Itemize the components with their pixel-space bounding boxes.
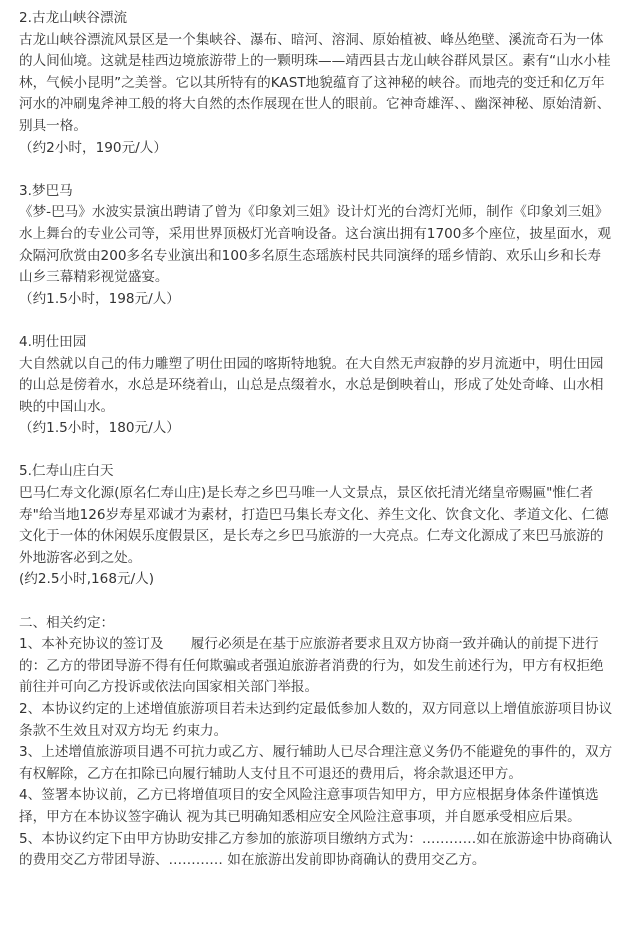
agreement-item: 3、上述增值旅游项目遇不可抗力或乙方、履行辅助人已尽合理注意义务仍不能避免的事件的，双方有权解除，乙方在扣除已向履行辅助人支付且不可退还的费用后，将余款退还甲方。 xyxy=(19,744,613,782)
section-heading: 3.梦巴马 xyxy=(19,182,73,199)
section-price: (约2.5小时,168元/人) xyxy=(19,571,155,588)
section-body: 大自然就以自己的伟力雕塑了明仕田园的喀斯特地貌。在大自然无声寂静的岁月流逝中，明仕田园的山总是傍着水，水总是环绕着山，山总是点缀着水，水总是倒映着山，形成了处处奇峰、山水相映的中国山水。 xyxy=(19,355,604,415)
section-price: （约2小时，190元/人） xyxy=(19,139,167,156)
spacer xyxy=(19,310,614,332)
spacer xyxy=(19,159,614,181)
section-body: 巴马仁寿文化源(原名仁寿山庄)是长寿之乡巴马唯一人文景点，景区依托清光绪皇帝赐匾"惟仁者寿"给当地126岁寿星邓诚才为素材，打造巴马集长寿文化、养生文化、饮食文化、孝道文化、仁德文化于一体的休闲娱乐度假景区，是长寿之乡巴马旅游的一大亮点。仁寿文化源成了来巴马旅游的外地游客必到之处。 xyxy=(19,485,609,566)
agreement-item: 5、本协议约定下由甲方协助安排乙方参加的旅游项目缴纳方式为：…………如在旅游途中协商确认的费用交乙方带团导游、………… 如在旅游出发前即协商确认的费用交乙方。 xyxy=(19,830,613,869)
section-body: 古龙山峡谷漂流风景区是一个集峡谷、瀑布、暗河、溶洞、原始植被、峰丛绝壁、溪流奇石为一体的人间仙境。这就是桂西边境旅游带上的一颗明珠——靖西县古龙山峡谷群风景区。素有“山水小桂林，气候小昆明”之美誉。它以其所特有的KAST地貌蕴育了这神秘的峡谷。而地壳的变迁和亿万年河水的冲刷鬼斧神工般的将大自然的杰作展现在世人的眼前。它神奇雄浑、、幽深神秘、原始清新、别具一格。 xyxy=(19,31,611,134)
section-renshou xyxy=(19,461,614,591)
section-heading: 5.仁寿山庄白天 xyxy=(19,463,114,480)
section-price: （约1.5小时，180元/人） xyxy=(19,420,180,437)
section-body: 《梦-巴马》水波实景演出聘请了曾为《印象刘三姐》设计灯光的台湾灯光师，制作《印象刘三姐》水上舞台的专业公司等，采用世界顶极灯光音响设备。这台演出拥有1700多个座位，披星面水，观众隔河欣赏由200多名专业演出和100多名原生态瑶族村民共同演绎的瑶乡情韵、欢乐山乡和长寿山乡三幕精彩视觉盛宴。 xyxy=(19,204,611,286)
spacer xyxy=(19,440,614,462)
agreement-heading: 二、相关约定： xyxy=(19,614,115,631)
section-mengbama xyxy=(19,181,614,311)
section-price: （约1.5小时，198元/人） xyxy=(19,290,180,307)
section-heading: 4.明仕田园 xyxy=(19,333,87,350)
spacer xyxy=(19,591,614,613)
section-gulongshan xyxy=(19,8,614,159)
section-mingshi xyxy=(19,332,614,440)
section-heading: 2.古龙山峡谷漂流 xyxy=(19,10,128,26)
agreement-item: 4、签署本协议前，乙方已将增值项目的安全风险注意事项告知甲方，甲方应根据身体条件谨慎选择，甲方在本协议签字确认 视为其已明确知悉相应安全风险注意事项，并自愿承受相应后果。 xyxy=(19,787,599,825)
agreement-item: 2、本协议约定的上述增值旅游项目若未达到约定最低参加人数的，双方同意以上增值旅游项目协议条款不生效且对双方均无 约束力。 xyxy=(19,701,613,739)
agreement-item: 1、本补充协议的签订及 履行必须是在基于应旅游者要求且双方协商一致并确认的前提下进行的：乙方的带团导游不得有任何欺骗或者强迫旅游者消费的行为，如发生前述行为，甲方有权拒绝前往并可向乙方投诉或依法向国家相关部门举报。 xyxy=(19,636,604,696)
agreement-section xyxy=(19,613,614,872)
